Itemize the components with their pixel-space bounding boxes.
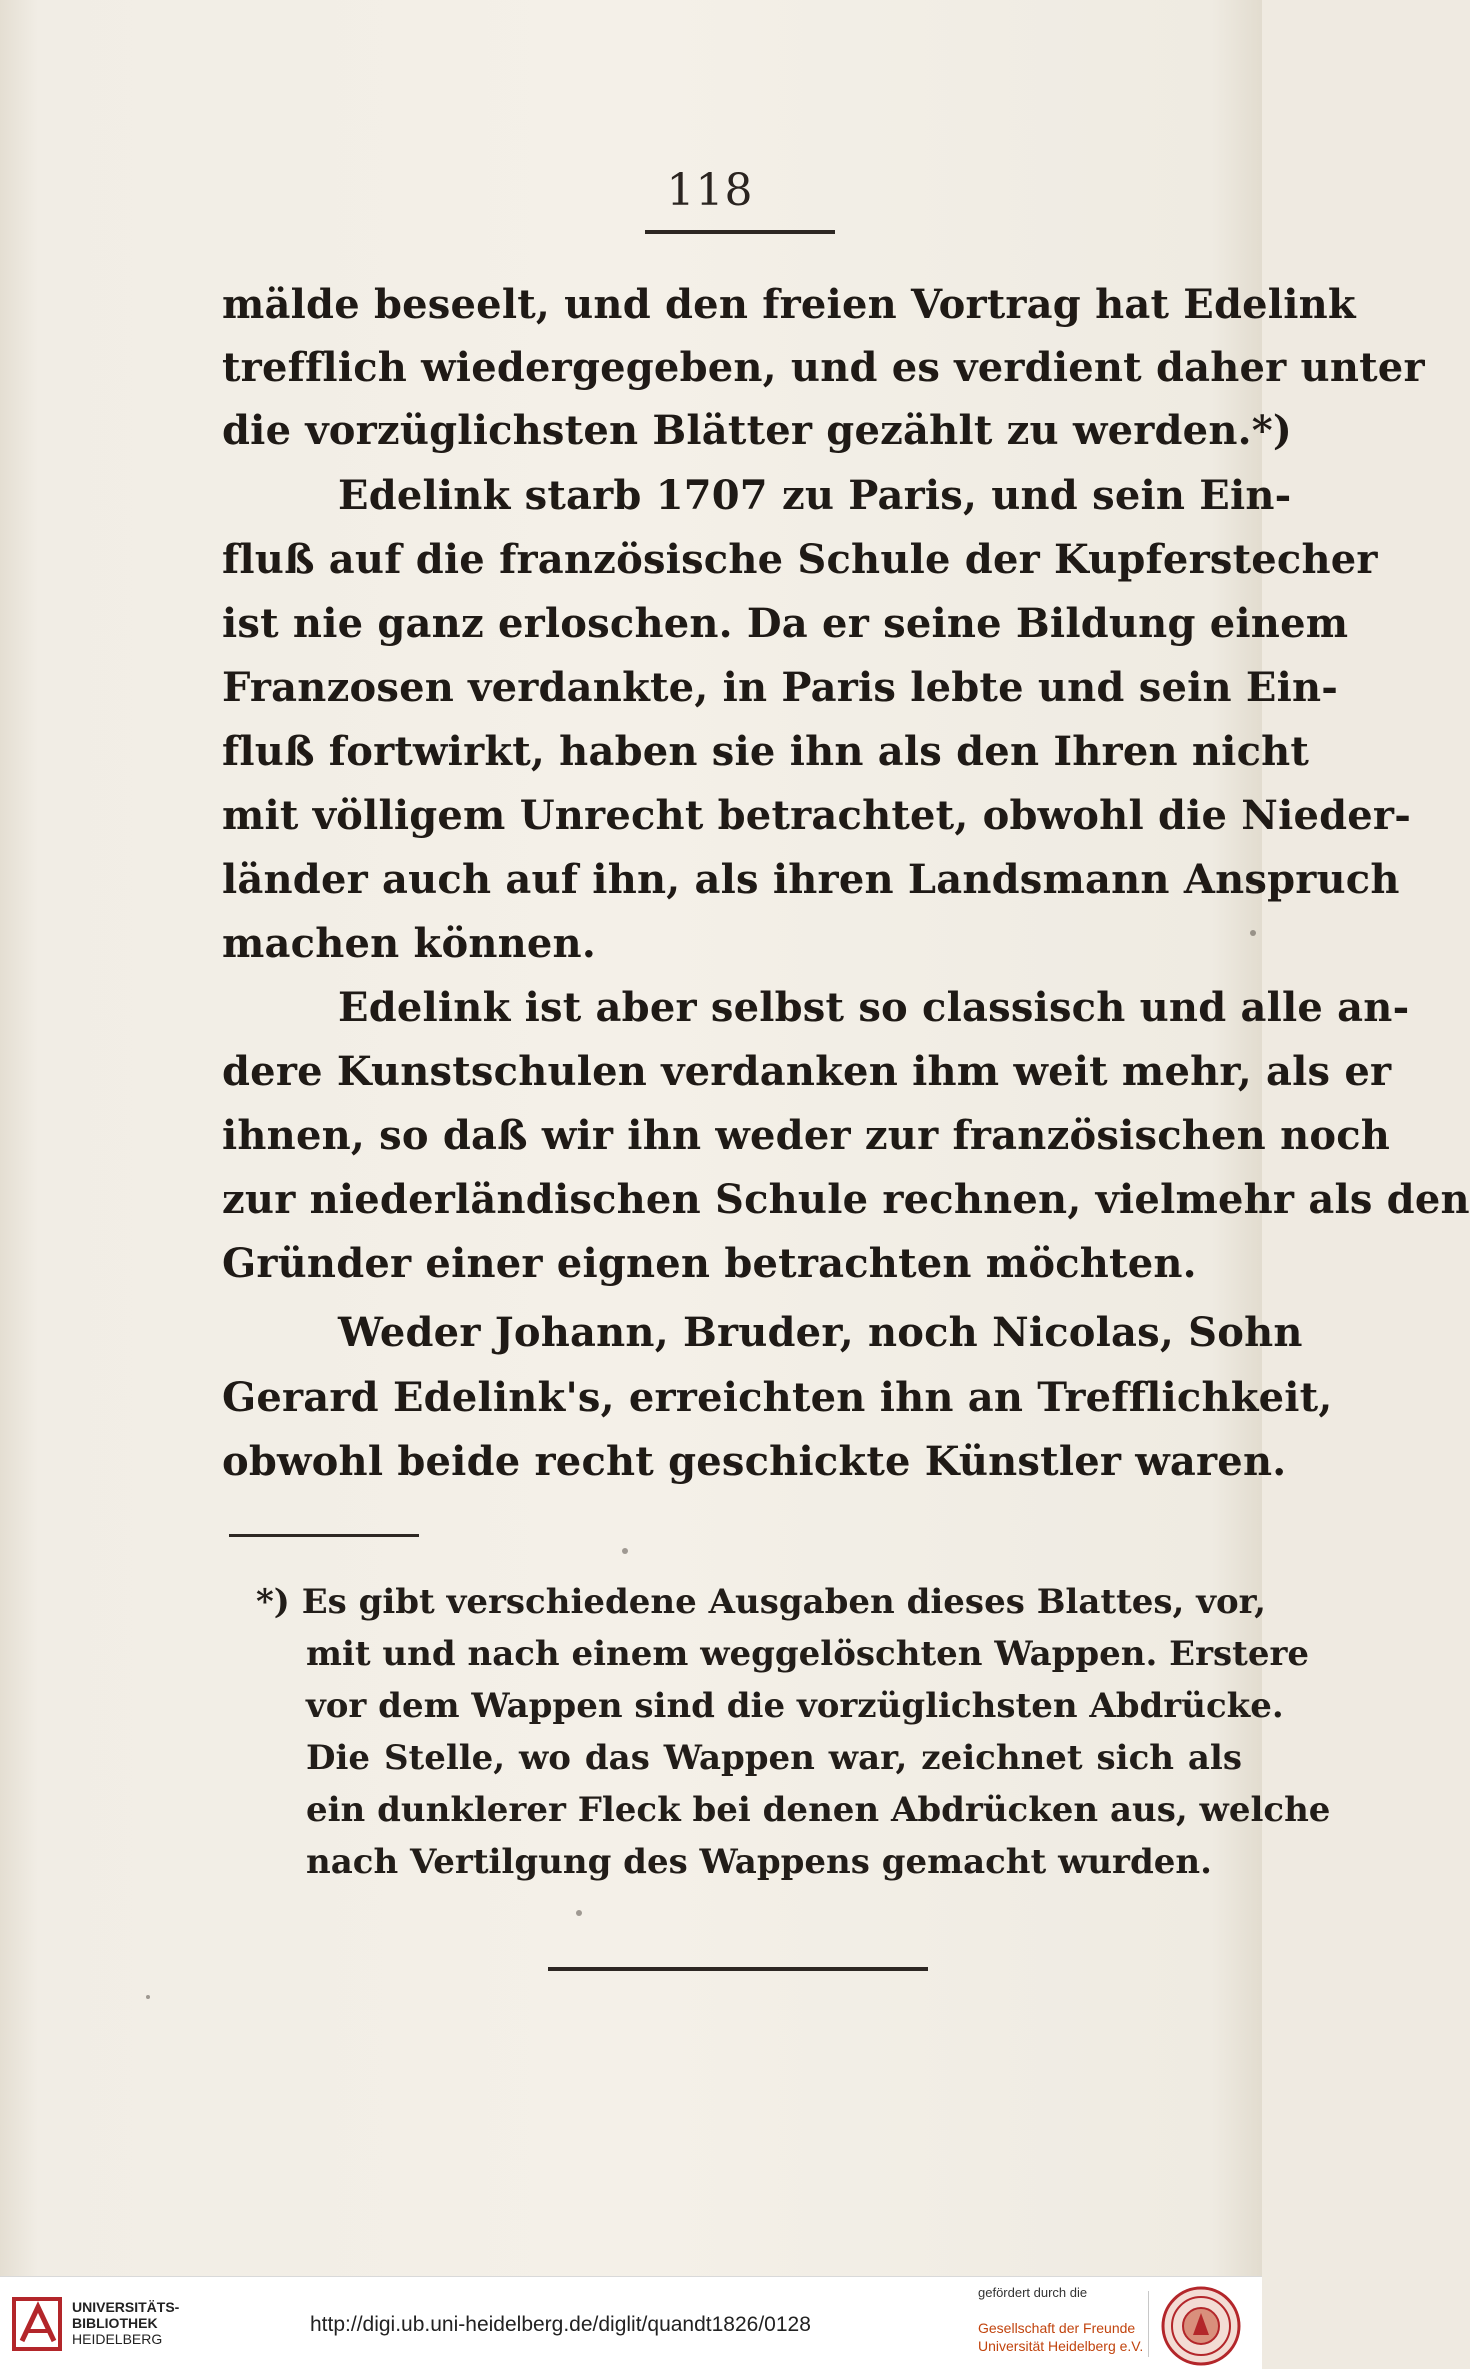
paper-speck: [576, 1910, 582, 1916]
text-line: die vorzüglichsten Blätter gezählt zu werden.*): [222, 407, 1292, 454]
university-library-logo-icon: [12, 2295, 64, 2353]
sponsor-name: [978, 2319, 1143, 2355]
text-line: Franzosen verdankte, in Paris lebte und sein Ein-: [222, 664, 1339, 711]
text-line: Edelink ist aber selbst so classisch und alle an-: [338, 984, 1410, 1031]
text-line: trefflich wiedergegeben, und es verdient daher unter: [222, 344, 1425, 391]
library-name: [72, 2299, 179, 2347]
text-line: mit völligem Unrecht betrachtet, obwohl die Nieder-: [222, 792, 1412, 839]
sponsor-name-line1: Gesellschaft der Freunde: [978, 2320, 1136, 2336]
text-line: Weder Johann, Bruder, noch Nicolas, Sohn: [338, 1309, 1303, 1356]
permalink-url[interactable]: http://digi.ub.uni-heidelberg.de/diglit/quandt1826/0128: [310, 2313, 811, 2336]
text-line: mälde beseelt, und den freien Vortrag hat Edelink: [222, 281, 1356, 328]
footnote-separator: [229, 1534, 419, 1537]
sponsor-label: gefördert durch die: [978, 2285, 1088, 2300]
library-name-line2: BIBLIOTHEK: [72, 2315, 158, 2331]
paper-speck: [622, 1548, 628, 1554]
library-name-line1: UNIVERSITÄTS-: [72, 2299, 180, 2315]
text-line: Edelink starb 1707 zu Paris, und sein Ein-: [338, 472, 1292, 519]
footnote-line: Die Stelle, wo das Wappen war, zeichnet sich als: [306, 1738, 1242, 1778]
text-line: zur niederländischen Schule rechnen, vielmehr als den: [222, 1176, 1470, 1223]
footnote-line: mit und nach einem weggelöschten Wappen. Erstere: [306, 1634, 1310, 1674]
sponsor-name-line2: Universität Heidelberg e.V.: [978, 2338, 1144, 2354]
text-line: Gerard Edelink's, erreichten ihn an Trefflichkeit,: [222, 1374, 1333, 1421]
text-line: obwohl beide recht geschickte Künstler waren.: [222, 1438, 1287, 1485]
footnote-line: *) Es gibt verschiedene Ausgaben dieses Blattes, vor,: [256, 1582, 1266, 1622]
footnote-line: ein dunklerer Fleck bei denen Abdrücken aus, welche: [306, 1790, 1331, 1830]
page-number: 118: [666, 165, 754, 216]
text-line: dere Kunstschulen verdanken ihm weit mehr, als er: [222, 1048, 1392, 1095]
footnote-line: vor dem Wappen sind die vorzüglichsten Abdrücke.: [306, 1686, 1284, 1726]
paper-speck: [1250, 930, 1256, 936]
text-line: ihnen, so daß wir ihn weder zur französischen noch: [222, 1112, 1391, 1159]
paper-speck: [146, 1995, 150, 1999]
text-line: Gründer einer eignen betrachten möchten.: [222, 1240, 1197, 1287]
header-rule: [645, 230, 835, 234]
library-name-line3: HEIDELBERG: [72, 2331, 163, 2347]
footer-divider: [1148, 2291, 1149, 2357]
text-line: fluß fortwirkt, haben sie ihn als den Ihren nicht: [222, 728, 1310, 775]
text-line: ist nie ganz erloschen. Da er seine Bildung einem: [222, 600, 1349, 647]
text-line: länder auch auf ihn, als ihren Landsmann Anspruch: [222, 856, 1400, 903]
university-seal-icon: [1160, 2285, 1242, 2367]
text-line: machen können.: [222, 920, 596, 967]
text-line: fluß auf die französische Schule der Kupferstecher: [222, 536, 1378, 583]
viewer-footer: [0, 2276, 1262, 2369]
end-rule: [548, 1967, 928, 1971]
footnote-line: nach Vertilgung des Wappens gemacht wurden.: [306, 1842, 1212, 1882]
